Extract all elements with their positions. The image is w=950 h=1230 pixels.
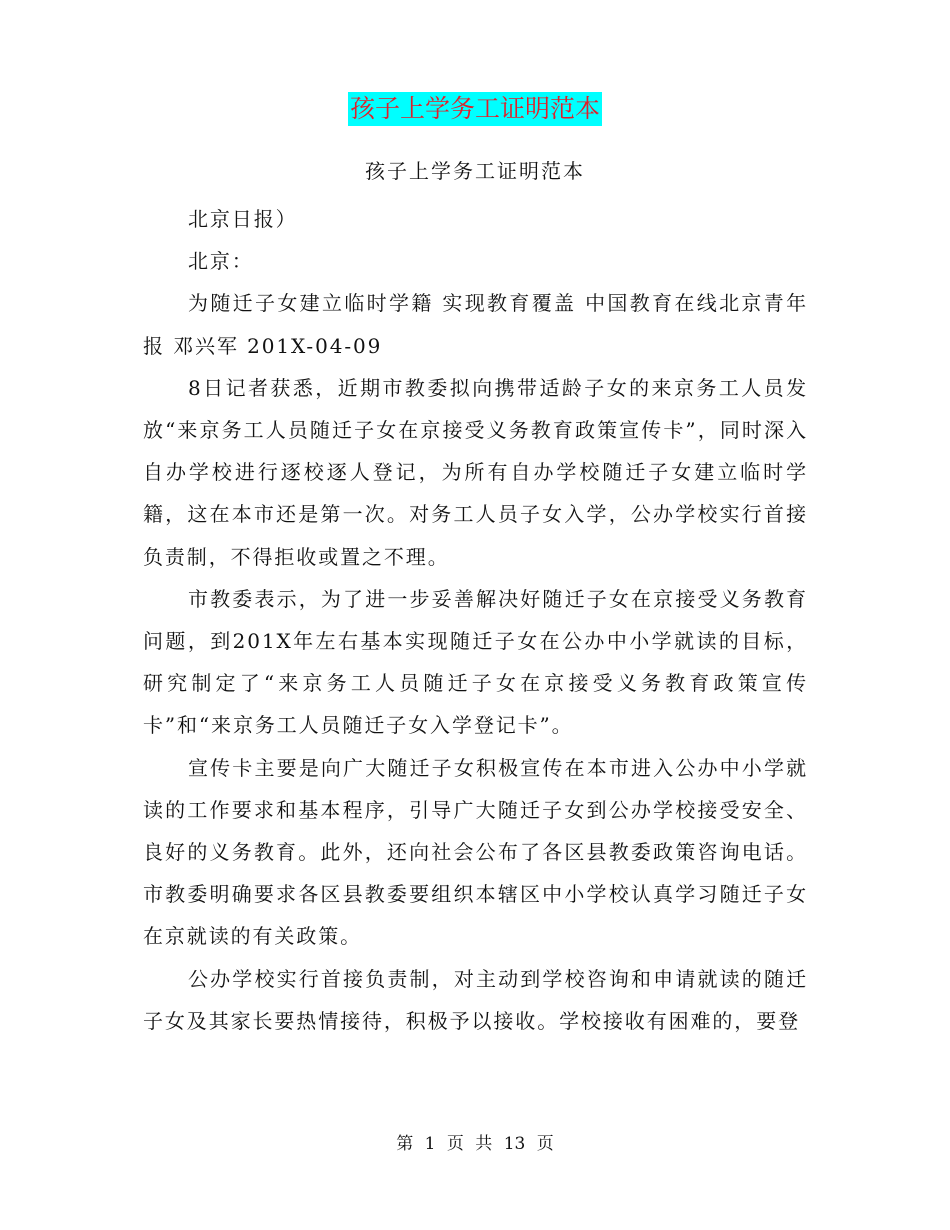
document-heading: 孩子上学务工证明范本 <box>348 92 602 126</box>
paragraph-source: 北京日报） <box>188 207 298 231</box>
paragraph-location: 北京： <box>188 249 254 274</box>
paragraph-byline: 为随迁子女建立临时学籍 实现教育覆盖 中国教育在线北京青年报 邓兴军 201X-04-09 <box>143 291 808 358</box>
paragraph-intro: 8日记者获悉，近期市教委拟向携带适龄子女的来京务工人员发放“来京务工人员随迁子女在京接受义务教育政策宣传卡”，同时深入自办学校进行逐校逐人登记，为所有自办学校随迁子女建立临时学籍，这在本市还是第一次。对务工人员子女入学，公办学校实行首接负责制，不得拒收或置之不理。 <box>143 375 808 569</box>
page-footer: 第 1 页 共 13 页 <box>396 1134 554 1154</box>
document-subtitle: 孩子上学务工证明范本 <box>365 159 585 183</box>
paragraph-card: 宣传卡主要是向广大随迁子女积极宣传在本市进入公办中小学就读的工作要求和基本程序，引导广大随迁子女到公办学校接受安全、良好的义务教育。此外，还向社会公布了各区县教委政策咨询电话。市教委明确要求各区县教委要组织本辖区中小学校认真学习随迁子女在京就读的有关政策。 <box>143 755 808 949</box>
document-body <box>143 198 808 1042</box>
paragraph-policy: 市教委表示，为了进一步妥善解决好随迁子女在京接受义务教育问题，到201X年左右基本实现随迁子女在公办中小学就读的目标，研究制定了“来京务工人员随迁子女在京接受义务教育政策宣传卡”和“来京务工人员随迁子女入学登记卡”。 <box>143 586 808 738</box>
heading-wrapper <box>0 92 950 126</box>
paragraph-responsibility: 公办学校实行首接负责制，对主动到学校咨询和申请就读的随迁子女及其家长要热情接待，积极予以接收。学校接收有困难的，要登 <box>143 966 808 1033</box>
